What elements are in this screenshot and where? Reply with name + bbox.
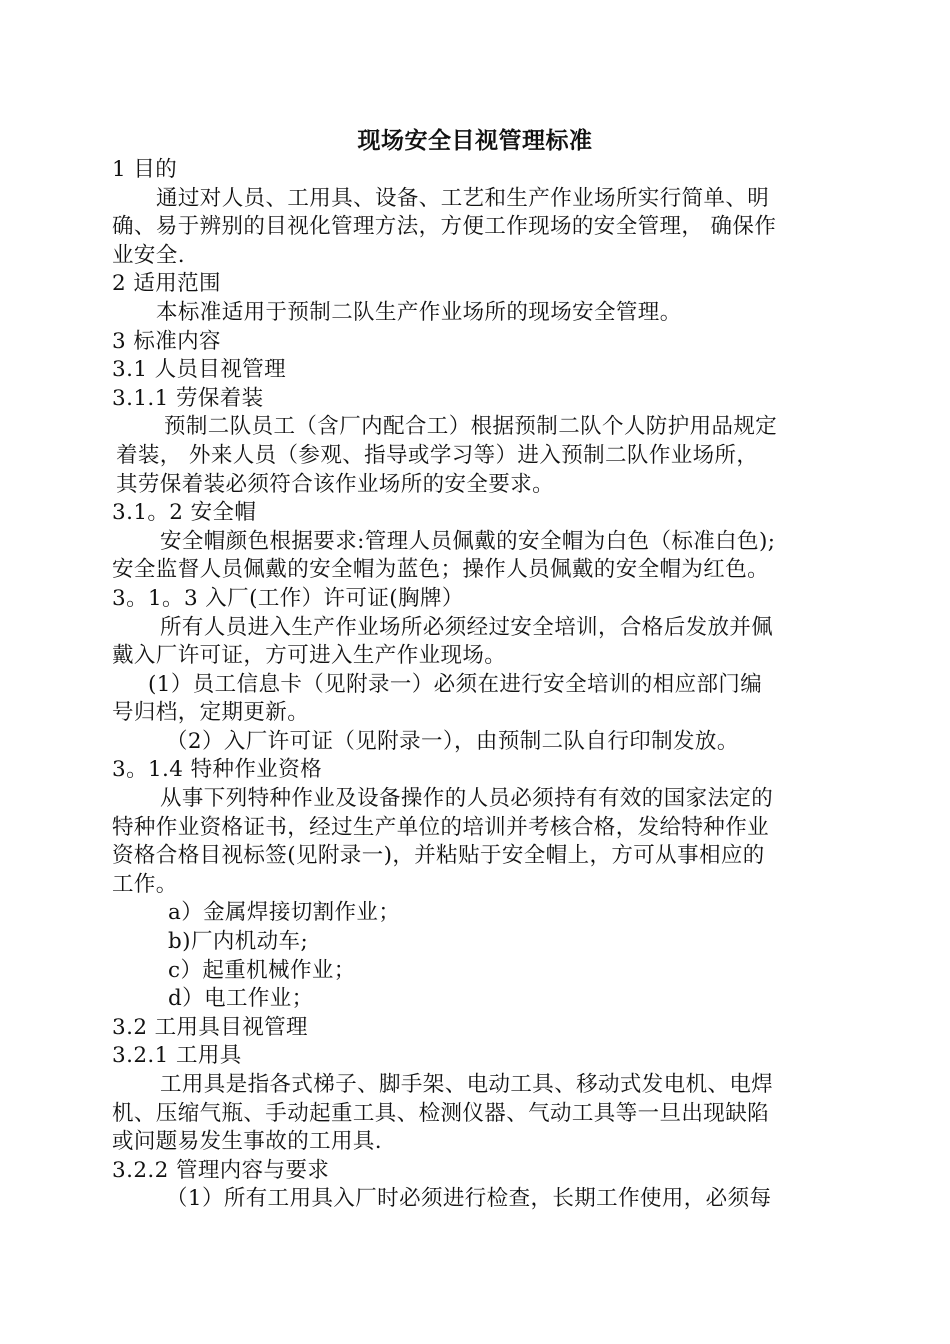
- paragraph-line: 或问题易发生事故的工用具.: [112, 1129, 383, 1155]
- paragraph-line: 通过对人员、工用具、设备、工艺和生产作业场所实行简单、明: [156, 185, 770, 211]
- paragraph-line: 安全监督人员佩戴的安全帽为蓝色；操作人员佩戴的安全帽为红色。: [112, 557, 770, 583]
- subsection-heading: 3.1。2 安全帽: [112, 500, 257, 526]
- list-item: a）金属焊接切割作业；: [168, 900, 401, 926]
- paragraph-line: 资格合格目视标签(见附录一)，并粘贴于安全帽上，方可从事相应的: [112, 843, 765, 869]
- list-item: （1）所有工用具入厂时必须进行检查，长期工作使用，必须每: [166, 1186, 772, 1212]
- subsection-heading: 3.1 人员目视管理: [112, 357, 287, 383]
- subsection-heading: 3.2.1 工用具: [112, 1043, 242, 1069]
- paragraph-line: 从事下列特种作业及设备操作的人员必须持有有效的国家法定的: [160, 786, 774, 812]
- paragraph-line: 本标准适用于预制二队生产作业场所的现场安全管理。: [156, 299, 682, 325]
- section-heading: 3 标准内容: [112, 328, 221, 354]
- list-item: (1）员工信息卡（见附录一）必须在进行安全培训的相应部门编: [148, 671, 763, 697]
- list-item: b)厂内机动车;: [168, 929, 309, 955]
- subsection-heading: 3.1.1 劳保着装: [112, 385, 264, 411]
- paragraph-line: 特种作业资格证书，经过生产单位的培训并考核合格，发给特种作业: [112, 814, 770, 840]
- subsection-heading: 3。1。3 入厂(工作）许可证(胸牌）: [112, 585, 464, 611]
- paragraph-line: 业安全.: [112, 242, 185, 268]
- paragraph-line: 工用具是指各式梯子、脚手架、电动工具、移动式发电机、电焊: [160, 1072, 774, 1097]
- list-item: c）起重机械作业；: [168, 957, 356, 983]
- paragraph-line: 确、易于辨别的目视化管理方法，方便工作现场的安全管理， 确保作: [112, 214, 777, 240]
- paragraph-line: 其劳保着装必须符合该作业场所的安全要求。: [116, 471, 555, 497]
- subsection-heading: 3.2 工用具目视管理: [112, 1014, 308, 1040]
- paragraph-line: 着装， 外来人员（参观、指导或学习等）进入预制二队作业场所，: [116, 442, 759, 468]
- paragraph-line: 机、压缩气瓶、手动起重工具、检测仪器、气动工具等一旦出现缺陷: [112, 1100, 770, 1126]
- document-title: 现场安全目视管理标准: [357, 128, 593, 154]
- subsection-heading: 3.2.2 管理内容与要求: [112, 1157, 330, 1183]
- paragraph-line: 号归档，定期更新。: [112, 700, 310, 726]
- paragraph-line: 工作。: [112, 871, 178, 897]
- subsection-heading: 3。1.4 特种作业资格: [112, 757, 323, 783]
- paragraph-line: 安全帽颜色根据要求:管理人员佩戴的安全帽为白色（标准白色);: [160, 528, 776, 554]
- document-body: [112, 156, 842, 1214]
- paragraph-line: 预制二队员工（含厂内配合工）根据预制二队个人防护用品规定: [164, 414, 778, 440]
- paragraph-line: 戴入厂许可证，方可进入生产作业现场。: [112, 643, 507, 669]
- section-heading: 2 适用范围: [112, 271, 221, 297]
- section-heading: 1 目的: [112, 157, 178, 182]
- paragraph-line: 所有人员进入生产作业场所必须经过安全培训，合格后发放并佩: [160, 614, 774, 640]
- list-item: d）电工作业；: [168, 986, 314, 1012]
- list-item: （2）入厂许可证（见附录一），由预制二队自行印制发放。: [166, 728, 739, 754]
